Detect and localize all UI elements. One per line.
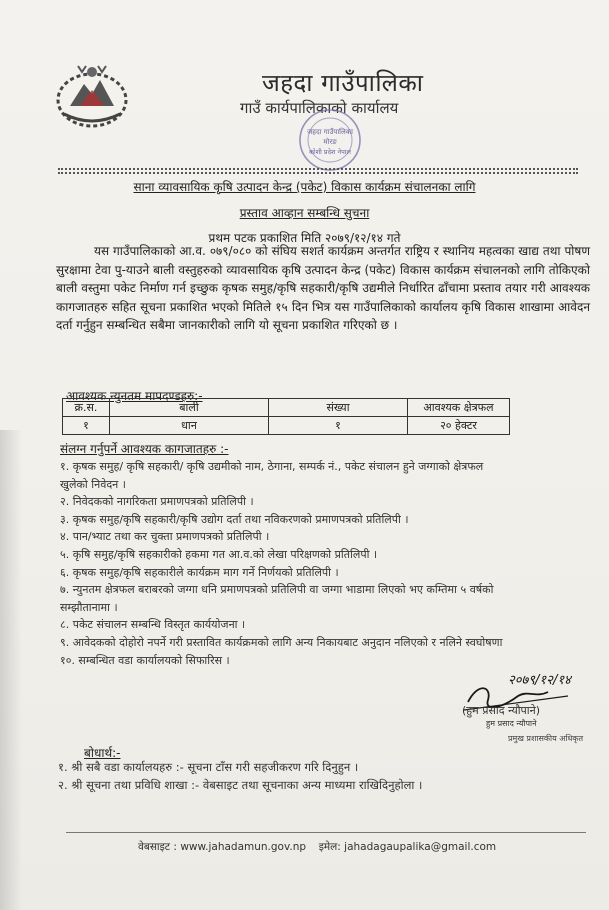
list-item: २. श्री सूचना तथा प्रविधि शाखा :- वेबसाइट तथा सूचनाका अन्य माध्यमा राखिदिनुहोला ।	[58, 778, 423, 792]
paper-shadow	[0, 430, 22, 910]
notice-subject: साना व्यावसायिक कृषि उत्पादन केन्द्र (पकेट) विकास कार्यक्रम संचालनका लागि	[133, 180, 476, 194]
requirements-title: आवश्यक न्युनतम मापदण्डहरु:-	[66, 389, 203, 403]
cc-list	[58, 758, 422, 794]
website-label: वेबसाइट :	[138, 841, 177, 853]
table-header: आवश्यक क्षेत्रफल	[408, 399, 510, 417]
header-divider	[58, 172, 578, 174]
website-link[interactable]: www.jahadamun.gov.np	[180, 841, 307, 853]
notice-body-text: यस गाउँपालिकाको आ.व. ०७९/०८० को संघिय सशर्त कार्यक्रम अन्तर्गत राष्ट्रिय र स्थानिय महत्वका खाद्य तथा पोषण सुरक्षामा टेवा पु-याउने बाली वस्तुहरुको व्यावसायिक कृषि उत्पादन केन्द्र (पकेट) विकास कार्यक्रम संचालनको लागि तोकिएको बाली वस्तुमा पकेट निर्माण गर्न इच्छुक कृषक समुह/कृषि सहकारी/कृषि उद्यमीले निर्धारित ढाँचामा प्रस्ताव तयार गरी आवश्यक कागजातहरु सहित सूचना प्रकाशित भएको मितिले १५ दिन भित्र यस गाउँपालिकाको कार्यालय कृषि विकास शाखामा आवेदन दर्ता गर्नुहुन सम्बन्धित सबैमा जानकारीको लागि यो सूचना प्रकाशित गरिएको छ ।	[56, 244, 590, 332]
list-item: १०. सम्बन्धित वडा कार्यालयको सिफारिस ।	[60, 653, 230, 667]
stamp-name: हुम प्रसाद न्यौपाने	[486, 719, 537, 728]
list-item: ६. कृषक समुह/कृषि सहकारीले कार्यक्रम माग गर्ने निर्णयको प्रतिलिपी ।	[60, 565, 339, 579]
table-cell: २० हेक्टर	[408, 417, 510, 435]
table-cell: १	[269, 417, 408, 435]
signature-date: २०७९/१२/१४	[508, 673, 571, 688]
table-cell: १	[63, 417, 110, 435]
office-stamp	[278, 104, 388, 174]
notice-body	[56, 242, 590, 335]
municipality-title: जहदा गाउँपालिका	[262, 69, 424, 97]
footer	[138, 840, 496, 854]
signatory-name: (हुम प्रसाद न्यौपाने)	[462, 704, 541, 717]
list-item: ४. पान/भ्याट तथा कर चुक्ता प्रमाणपत्रको प्रतिलिपी ।	[60, 530, 270, 544]
list-item: ९. आवेदकको दोहोरो नपर्ने गरी प्रस्तावित कार्यक्रमको लागि अन्य निकायबाट अनुदान नलिएको र नलिने स्वघोषणा	[60, 635, 503, 649]
stamp-line-2: मोरङ	[323, 138, 337, 146]
requirements-table	[62, 398, 510, 435]
table-row	[63, 417, 510, 435]
email-label: इमेल:	[318, 841, 341, 853]
list-item: ८. पकेट संचालन सम्बन्धि विस्तृत कार्ययोजना ।	[60, 618, 246, 632]
documents-list	[60, 458, 592, 669]
table-cell: धान	[110, 417, 269, 435]
cc-title: बोधार्थ:-	[84, 746, 121, 760]
documents-title: संलग्न गर्नुपर्ने आवश्यक कागजातहरु :-	[60, 442, 229, 456]
list-item: ७. न्युनतम क्षेत्रफल बराबरको जग्गा धनि प्रमाणपत्रको प्रतिलिपी वा जग्गा भाडामा लिएको भए कम्तिमा ५ वर्षको	[60, 583, 494, 597]
nepal-government-emblem-icon	[52, 62, 132, 130]
table-header: बाली	[110, 399, 269, 417]
stamp-line-3: कोशी प्रदेश नेपाल	[309, 148, 351, 156]
list-item: १. कृषक समुह/ कृषि सहकारी/ कृषि उद्यमीको नाम, ठेगाना, सम्पर्क नं., पकेट संचालन हुने जग्गाको क्षेत्रफल	[60, 460, 484, 473]
table-header: संख्या	[269, 399, 408, 417]
list-item: ३. कृषक समुह/कृषि सहकारी/कृषि उद्योग दर्ता तथा नविकरणको प्रमाणपत्रको प्रतिलिपी ।	[60, 512, 409, 526]
table-header: क्र.स.	[63, 399, 110, 417]
notice-title: प्रस्ताव आव्हान सम्बन्धि सुचना	[239, 206, 370, 220]
footer-divider	[66, 832, 586, 833]
table-header-row	[63, 399, 510, 417]
list-item: सम्झौतानामा ।	[60, 600, 118, 614]
signatory-title: प्रमुख प्रशासकीय अधिकृत	[508, 734, 584, 743]
stamp-line-1: जहदा गाउँपालिका	[307, 128, 353, 136]
email-link[interactable]: jahadagaupalika@gmail.com	[344, 841, 497, 853]
list-item: ५. कृषि समुह/कृषि सहकारीको हकमा गत आ.व.को लेखा परिक्षणको प्रतिलिपी ।	[60, 547, 378, 561]
published-date: प्रथम पटक प्रकाशित मिति २०७९/१२/१४ गते	[208, 231, 401, 245]
list-item: खुलेको निवेदन ।	[60, 477, 126, 491]
list-item: १. श्री सबै वडा कार्यालयहरु :- सूचना टाँस गरी सहजीकरण गरि दिनुहुन ।	[58, 760, 359, 774]
header-divider	[58, 168, 578, 170]
list-item: २. निवेदकको नागरिकता प्रमाणपत्रको प्रतिलिपी ।	[60, 495, 254, 509]
office-subtitle: गाउँ कार्यपालिकाको कार्यालय	[240, 99, 399, 117]
